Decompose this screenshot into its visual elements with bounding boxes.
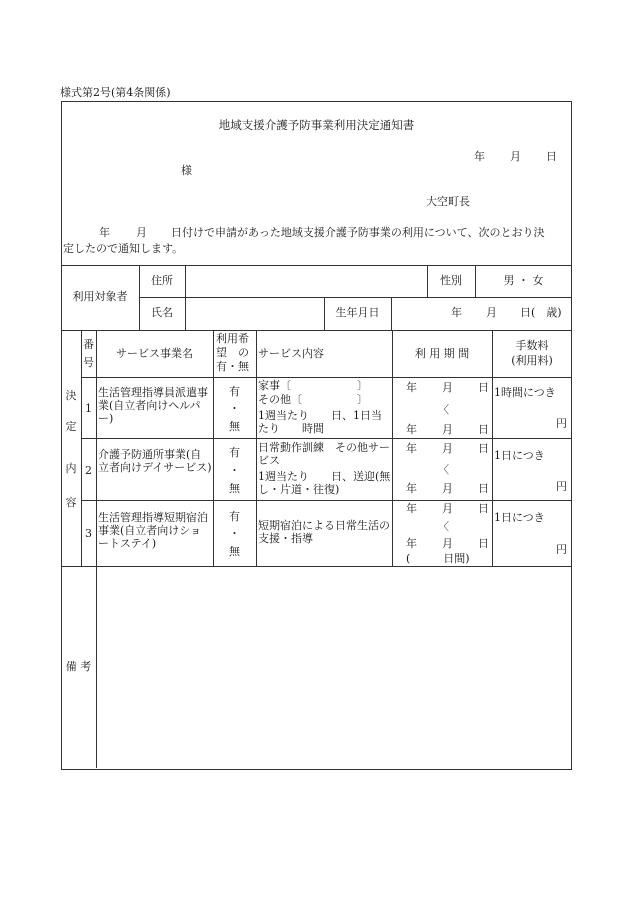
- row2-request-no[interactable]: 無: [229, 482, 240, 495]
- subject-label: 利用対象者: [72, 290, 128, 303]
- gender-options[interactable]: 男 ・ 女: [503, 274, 544, 287]
- row3-request-no[interactable]: 無: [229, 545, 240, 558]
- row3-number: 3: [85, 527, 92, 540]
- row3-period-days: ( 日間): [406, 552, 470, 565]
- header-request-line3: 有・無: [216, 360, 249, 373]
- row1-content-line1: 家事〔 〕: [258, 379, 368, 392]
- name-label: 氏名: [151, 306, 173, 319]
- recipient-suffix: 様: [181, 164, 192, 177]
- header-service-name: サービス事業名: [116, 347, 193, 360]
- dob-month: 月: [486, 306, 497, 319]
- header-number-char1: 番: [83, 338, 94, 351]
- intro-month: 月: [136, 226, 147, 239]
- intro-text-line2: 定したので通知します。: [63, 242, 184, 255]
- row1-end-year: 年: [406, 423, 417, 436]
- date-month-label: 月: [510, 150, 521, 163]
- row1-start-day: 日: [478, 381, 489, 394]
- row2-fee-yen: 円: [556, 480, 567, 493]
- row3-start-year: 年: [406, 502, 417, 515]
- row2-end-month: 月: [442, 482, 453, 495]
- row3-fee-unit: 1日につき: [494, 511, 545, 524]
- intro-year: 年: [99, 226, 110, 239]
- row1-period-separator: 〈: [438, 403, 449, 416]
- row2-number: 2: [85, 464, 92, 477]
- remarks-field[interactable]: [98, 569, 568, 765]
- issuer-name: 大空町長: [426, 195, 470, 208]
- row1-number: 1: [85, 402, 92, 415]
- date-day-label: 日: [546, 150, 557, 163]
- row3-start-month: 月: [442, 502, 453, 515]
- row2-start-day: 日: [478, 442, 489, 455]
- row1-fee-yen: 円: [556, 417, 567, 430]
- dob-year: 年: [451, 306, 462, 319]
- decision-label-char3: 内: [65, 462, 77, 475]
- row1-content-line3: 1週当たり 日、1日当たり 時間: [258, 409, 382, 435]
- row1-start-year: 年: [406, 381, 417, 394]
- row3-content-line1: 短期宿泊による日常生活の支援・指導: [258, 519, 390, 545]
- row3-request-yes[interactable]: 有: [229, 510, 240, 523]
- row1-service-name: 生活管理指導員派遣事業(自立者向けヘルパー): [98, 386, 208, 425]
- header-number-char2: 号: [83, 356, 94, 369]
- header-fee-line1: 手数料: [515, 339, 549, 352]
- header-content: サービス内容: [258, 347, 324, 360]
- row1-content-line2: その他〔 〕: [258, 393, 368, 406]
- row1-request-dot: ・: [229, 402, 240, 415]
- row1-start-month: 月: [442, 381, 453, 394]
- row2-request-yes[interactable]: 有: [229, 446, 240, 459]
- form-label: 様式第2号(第4条関係): [60, 86, 171, 99]
- header-request-line1: 利用希: [216, 332, 249, 345]
- row2-fee-unit: 1日につき: [494, 449, 545, 462]
- row3-service-name: 生活管理指導短期宿泊事業(自立者向けショートステイ): [98, 511, 208, 550]
- row3-request-dot: ・: [229, 527, 240, 540]
- row1-request-yes[interactable]: 有: [229, 385, 240, 398]
- row1-request-no[interactable]: 無: [229, 420, 240, 433]
- row1-fee-unit: 1時間につき: [494, 386, 556, 399]
- name-field[interactable]: [187, 300, 322, 328]
- decision-label-char2: 定: [65, 420, 77, 433]
- decision-label-char1: 決: [65, 389, 77, 402]
- dob-day-age: 日( 歳): [520, 306, 562, 319]
- row3-end-year: 年: [406, 537, 417, 550]
- remarks-label: 備 考: [65, 660, 92, 673]
- row2-service-name: 介護予防通所事業(自立者向けデイサービス): [98, 448, 212, 474]
- row3-end-month: 月: [442, 537, 453, 550]
- row2-content-line1: 日常動作訓練 その他サービス: [258, 441, 390, 467]
- row3-fee-yen: 円: [556, 543, 567, 556]
- date-year-label: 年: [474, 150, 485, 163]
- row3-end-day: 日: [478, 537, 489, 550]
- header-period: 利 用 期 間: [414, 347, 470, 360]
- row2-start-month: 月: [442, 442, 453, 455]
- address-label: 住所: [151, 274, 173, 287]
- row3-period-separator: 〈: [438, 520, 449, 533]
- decision-label-char4: 容: [65, 496, 77, 509]
- row1-end-day: 日: [478, 423, 489, 436]
- header-request-line2: 望 の: [216, 346, 249, 359]
- row2-start-year: 年: [406, 442, 417, 455]
- dob-label: 生年月日: [335, 306, 380, 319]
- intro-text-line1: 日付けで申請があった地域支援介護予防事業の利用について、次のとおり決: [171, 226, 545, 239]
- row2-request-dot: ・: [229, 464, 240, 477]
- row2-end-year: 年: [406, 482, 417, 495]
- row2-period-separator: 〈: [438, 463, 449, 476]
- gender-label: 性別: [440, 274, 462, 287]
- header-fee-line2: (利用料): [511, 354, 553, 367]
- row3-start-day: 日: [478, 502, 489, 515]
- document-title: 地域支援介護予防事業利用決定通知書: [218, 118, 415, 132]
- row2-content-line2: 1週当たり 日、送迎(無し・片道・往復): [258, 470, 391, 496]
- row2-end-day: 日: [478, 482, 489, 495]
- address-field[interactable]: [187, 268, 425, 295]
- row1-end-month: 月: [442, 423, 453, 436]
